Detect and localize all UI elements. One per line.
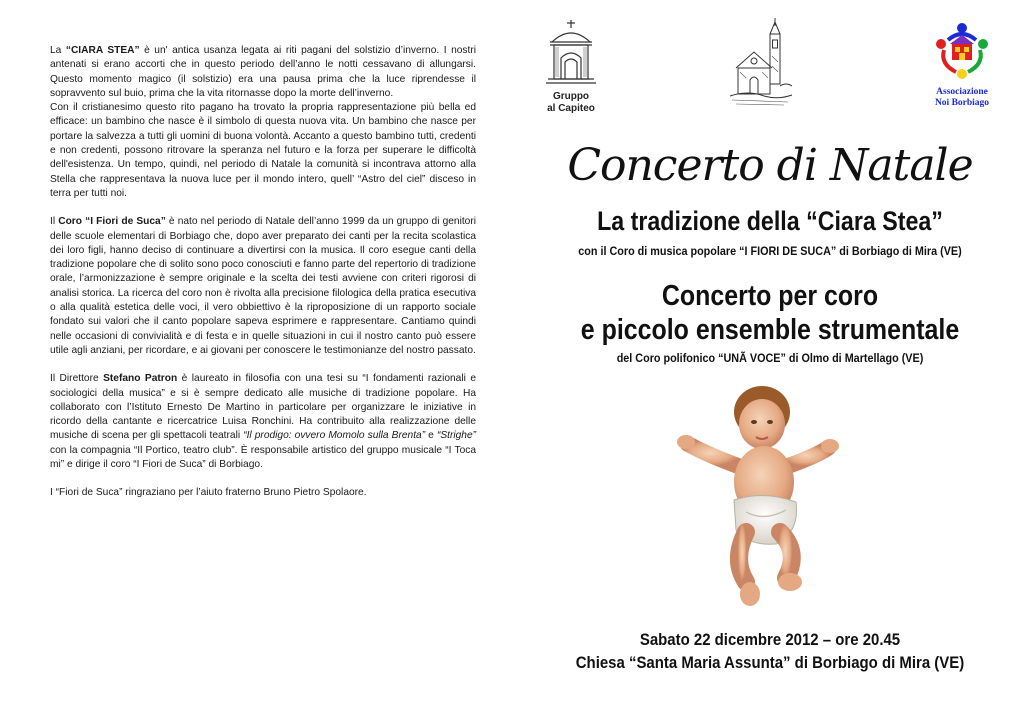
subtitle-fiori-de-suca: con il Coro di musica popolare “I FIORI DE SUCA” di Borbiago di Mira (VE): [578, 244, 962, 258]
church-icon: [728, 16, 794, 108]
intro-paragraph-coro: Il Coro “I Fiori de Suca” è nato nel periodo di Natale dell’anno 1999 da un gruppo di genitori delle scuole elementari di Borbiago che, dopo aver preparato dei canti per la recita scolastica dei loro figli, hanno deciso di continuare a divertirsi con la musica. Il coro esegue canti della tradizione popolare che di solito sono poco conosciuti e fanno parte del repertorio di tradizione orale, l’armonizzazione è sempre originale e la scelta dei testi avviene con criteri rigorosi di analisi storica. La ricerca del coro non è rivolta alla precisione filologica della pratica esecutiva o alla qualità estetica delle voci, il vero obbiettivo è la riproposizione di un rapporto sociale fondato sui valori che il canto popolare sapeva esprimere e rappresentare. Cantiamo quindi nelle occasioni di convivialità e di festa e in quelle situazioni in cui il nostro canto può essere utile agli anziani, per ricordare, e ai giovani per conoscere le testimonianze del nostro passato.: [50, 216, 476, 356]
title-concerto-line2: e piccolo ensemble strumentale: [580, 314, 960, 346]
capiteo-shrine-icon: [544, 18, 598, 86]
subtitle-una-voce: del Coro polifonico “UNÃ VOCE” di Olmo di Martellago (VE): [616, 351, 924, 365]
title-tradizione: La tradizione della “Ciara Stea”: [597, 206, 943, 236]
associazione-caption-2: Noi Borbiago: [934, 98, 990, 108]
event-place: Chiesa “Santa Maria Assunta” di Borbiago di Mira (VE): [575, 653, 965, 672]
intro-paragraph-direttore: Il Direttore Stefano Patron è laureato in filosofia con una tesi su “I fondamenti razionali e sociologici della musica” e si è sempre dedicato alle musiche di tradizione popolare. Ha collaborato con l’Istituto Ernesto De Martino in particolare per organizzare le iniziative in ricordo della cantante e ricercatrice Luisa Ronchini. Ha contribuito alla realizzazione delle musiche di scena per gli spettacoli teatrali “Il prodigo: ovvero Momolo sulla Brenta” e “Strighe” con la compagnia “Il Portico, teatro club”. È responsabile artistico del gruppo musicale “I Toca mi” e dirige il coro “I Fiori de Suca” di Borbiago.: [50, 373, 477, 471]
church-sketch: [728, 16, 794, 113]
associazione-people-icon: [932, 20, 992, 82]
logo-associazione: [930, 20, 994, 109]
event-date: Sabato 22 dicembre 2012 – ore 20.45: [639, 630, 901, 649]
thanks-paragraph: I “Fiori de Suca” ringraziano per l’aiuto fraterno Bruno Pietro Spolaore.: [50, 487, 367, 499]
direttore-name: Stefano Patron: [103, 373, 178, 385]
coro-name: Coro “I Fiori de Suca”: [58, 216, 166, 228]
capiteo-caption-1: Gruppo: [552, 91, 590, 102]
intro-paragraph-christianity: Con il cristianesimo questo rito pagano ha trovato la propria rappresentazione più bella ed efficace: un bambino che nasce è il simbolo di questa nuova vita. Un bambino che nasce per portare la salvezza a tutti gli uomini di buona volontà. Accanto a questo bambino tutti, credenti e non credenti, possono ritrovare la speranza nel futuro e la forza per superare le difficoltà dell'esistenza. Un tempo, quindi, nel periodo di Natale la comunità si incontrava attorno alla Stella che rappresentava la nuova luce per il mondo intero, quell’ “Astro del ciel” disceso in terra per tutti noi.: [50, 102, 476, 199]
baby-jesus-icon: [676, 382, 846, 614]
ciara-stea-name: “CIARA STEA”: [65, 45, 140, 56]
associazione-caption-1: Associazione: [936, 87, 988, 97]
intro-paragraph-ciara-stea: La “CIARA STEA” è un' antica usanza legata ai riti pagani del solstizio d’inverno. I nostri antenati si erano accorti che in questo periodo dell’anno le notti cessavano di allungarsi. Questo momento magico (il solstizio) era una pausa prima che la luce riprendesse il sopravvento sul buio, prima che la vita ritornasse dopo la morte dell’inverno.: [50, 45, 476, 99]
script-title: Concerto di Natale: [567, 140, 973, 191]
capiteo-caption-2: al Capiteo: [547, 103, 595, 114]
baby-jesus-figure: [676, 382, 846, 619]
logo-capiteo: [540, 18, 602, 115]
description-column: [50, 44, 476, 515]
title-concerto-line1: Concerto per coro: [661, 280, 879, 312]
